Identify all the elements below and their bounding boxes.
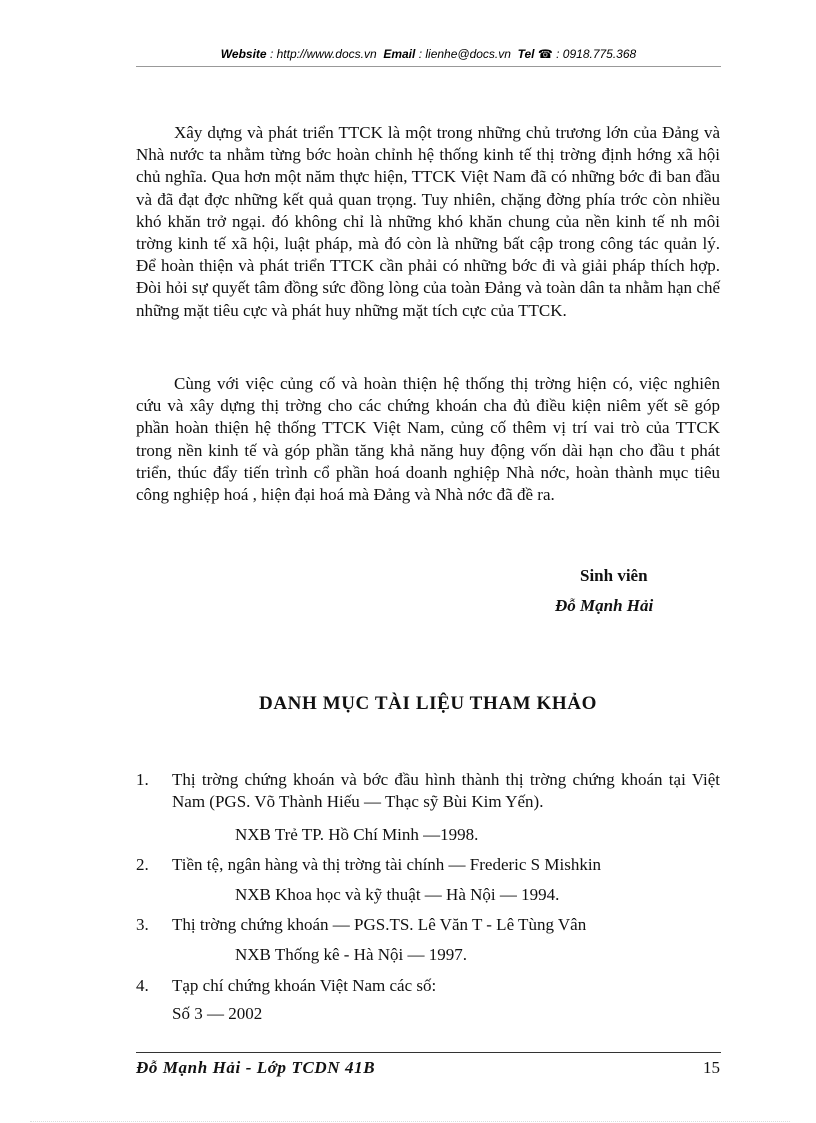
reference-number: 1. — [136, 770, 149, 789]
page-bottom-edge — [30, 1121, 790, 1122]
tel-label: Tel — [517, 47, 535, 61]
reference-number: 3. — [136, 915, 149, 934]
email-label: Email — [383, 47, 416, 61]
page-header — [136, 47, 721, 61]
tel-number: ☎ : 0918.775.368 — [537, 47, 637, 61]
references-heading: DANH MỤC TÀI LIỆU THAM KHẢO — [259, 693, 597, 714]
footer-divider — [136, 1052, 721, 1053]
reference-number: 4. — [136, 976, 149, 995]
reference-text: Tạp chí chứng khoán Việt Nam các số: — [172, 976, 437, 995]
website-label: Website — [220, 47, 267, 61]
reference-publisher: NXB Trẻ TP. Hồ Chí Minh —1998. — [235, 825, 479, 844]
website-url: : http://www.docs.vn — [269, 47, 377, 61]
reference-number: 2. — [136, 855, 149, 874]
footer-author: Đỗ Mạnh Hải - Lớp TCDN 41B — [136, 1058, 376, 1077]
reference-publisher: NXB Thống kê - Hà Nội — 1997. — [235, 945, 467, 964]
reference-text: Thị trờng chứng khoán và bớc đầu hình thành thị trờng chứng khoán tại Việt Nam (PGS. Võ Thành Hiếu — Thạc sỹ Bùi Kim Yến). — [172, 770, 720, 811]
signature-name: Đỗ Mạnh Hải — [555, 596, 654, 615]
header-divider — [136, 66, 721, 67]
reference-text: Thị trờng chứng khoán — PGS.TS. Lê Văn T - Lê Tùng Vân — [172, 915, 587, 934]
reference-issue: Số 3 — 2002 — [172, 1004, 263, 1023]
body-paragraph-1: Xây dựng và phát triển TTCK là một trong những chủ trương lớn của Đảng và Nhà nước ta nhằm từng bớc hoàn chỉnh hệ thống kinh tế thị trờng định hớng xã hội chủ nghĩa. Qua hơn một năm thực hiện, TTCK Việt Nam đã có những bớc đi ban đầu và đã đạt đợc những kết quả quan trọng. Tuy nhiên, chặng đờng phía trớc còn nhiều khó khăn trở ngại. đó không chỉ là những khó khăn chung của nền kinh tế nh môi trờng kinh tế xã hội, luật pháp, mà đó còn là những bất cập trong công tác quản lý. Để hoàn thiện và phát triển TTCK cần phải có những bớc đi và giải pháp thích hợp. Đòi hỏi sự quyết tâm đồng sức đồng lòng của toàn Đảng và toàn dân ta nhằm hạn chế những mặt tiêu cực và phát huy những mặt tích cực của TTCK. — [136, 123, 720, 320]
body-paragraph-2: Cùng với việc củng cố và hoàn thiện hệ thống thị trờng hiện có, việc nghiên cứu và xây dựng thị trờng cho các chứng khoán cha đủ điều kiện niêm yết sẽ góp phần hoàn thiện hệ thống TTCK Việt Nam, củng cố thêm vị trí vai trò của TTCK trong nền kinh tế và góp phần tăng khả năng huy động vốn dài hạn cho đầu t phát triển, thúc đẩy tiến trình cổ phần hoá doanh nghiệp Nhà nớc, hoàn thành mục tiêu công nghiệp hoá , hiện đại hoá mà Đảng và Nhà nớc đã đề ra. — [136, 374, 720, 505]
signature-title: Sinh viên — [580, 566, 648, 585]
reference-text: Tiền tệ, ngân hàng và thị trờng tài chính — Frederic S Mishkin — [172, 855, 602, 874]
email-address: : lienhe@docs.vn — [418, 47, 511, 61]
reference-publisher: NXB Khoa học và kỹ thuật — Hà Nội — 1994. — [235, 885, 560, 904]
page-number: 15 — [703, 1058, 720, 1077]
